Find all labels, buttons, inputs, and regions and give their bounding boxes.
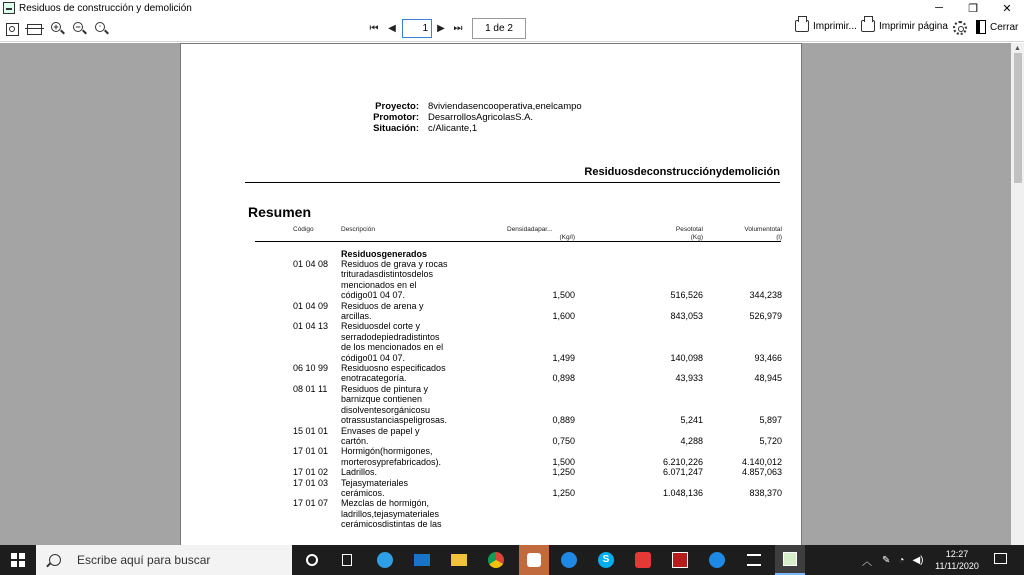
row-code: 06 10 99 [293,363,329,374]
row-description [341,467,461,477]
app-icon-phone[interactable] [707,550,727,570]
description-line: Envases de papel y [341,425,420,436]
exit-door-icon [976,20,986,34]
page-count: 1 de 2 [472,18,526,39]
description-line: Residuos de arena y [341,300,424,311]
row-code: 17 01 07 [293,498,329,509]
minimize-button[interactable]: ─ [935,2,943,14]
description-line: Tejasymateriales [341,477,409,488]
scroll-thumb[interactable] [1014,53,1022,183]
project-meta [363,101,582,134]
print-layout-icon[interactable] [25,20,43,38]
table-row [255,426,781,447]
row-weight: 140,098 [670,352,703,363]
app-icon-stack[interactable] [744,550,764,570]
document-page [180,43,802,545]
print-page-icon [861,20,875,32]
edge-icon[interactable] [375,550,395,570]
app-icon-residuos[interactable] [775,545,805,575]
row-code: 08 01 11 [293,383,328,394]
document-heading: Residuosdeconstrucciónydemolición [245,166,780,183]
row-volume: 4.857,063 [741,467,782,478]
table-row [255,301,781,322]
description-line: disolventesorgánicosu [341,404,431,415]
row-weight: 843,053 [670,311,703,322]
cortana-icon[interactable] [302,550,322,570]
row-code: 17 01 03 [293,477,329,488]
chrome-icon[interactable] [486,550,506,570]
description-line: trituradasdistintosdelos [341,269,434,280]
table-row [255,446,781,467]
description-line: Residuos de grava y rocas [341,259,448,269]
print-button[interactable]: Imprimir... [795,20,857,32]
description-line: cerámicos. [341,487,385,498]
zoom-in-icon[interactable]: + [48,20,66,38]
row-description [341,363,461,384]
tray-icons [882,545,923,575]
row-code: 17 01 01 [293,446,329,457]
row-description [341,478,461,499]
close-window-button[interactable]: ✕ [1002,2,1012,15]
task-view-icon[interactable] [337,550,357,570]
next-page-button[interactable]: ▶ [437,23,445,34]
row-weight: 516,526 [670,290,703,301]
page-number-input[interactable] [402,19,432,38]
description-line: arcillas. [341,311,372,322]
row-weight: 6.071,247 [662,467,703,478]
start-button[interactable] [0,545,36,575]
col-weight: Pesototal (Kg) [675,226,703,241]
row-description [341,426,461,447]
table-row [255,498,781,529]
row-density: 1,499 [552,352,575,363]
group-title: Residuosgenerados [341,249,428,259]
row-description [341,301,461,322]
table-row [255,478,781,499]
notification-icon[interactable] [994,553,1007,564]
row-code: 01 04 09 [293,300,329,311]
skype-icon[interactable]: S [596,550,616,570]
file-explorer-icon[interactable] [449,550,469,570]
restore-button[interactable]: ❐ [968,2,978,15]
col-density: Densidadapar... (Kg/l) [507,226,575,241]
close-button[interactable]: Cerrar [976,20,1018,34]
first-page-button[interactable]: ⏮ [369,23,379,34]
row-volume: 48,945 [754,373,782,384]
windows-logo-icon [11,553,25,567]
row-weight: 4,288 [680,435,703,446]
row-density: 1,250 [552,487,575,498]
table-row [255,467,781,477]
row-code: 17 01 02 [293,467,329,478]
description-line: barnizque contienen [341,394,423,405]
row-density: 0,750 [552,435,575,446]
row-volume: 93,466 [754,352,782,363]
row-volume: 838,370 [749,487,782,498]
taskbar-search[interactable] [36,545,292,575]
col-desc: Descripción [341,226,375,233]
row-volume: 5,897 [759,415,782,426]
row-density: 1,500 [552,456,575,467]
row-density: 1,500 [552,290,575,301]
table-row [255,321,781,363]
row-density: 1,600 [552,311,575,322]
description-line: enotracategoría. [341,373,407,384]
description-line: cerámicosdistintas de las [341,519,442,530]
zoom-fit-icon[interactable]: ▫ [92,20,110,38]
app-icon [3,2,15,14]
table-row [255,384,781,426]
description-line: morterosyprefabricados). [341,456,442,467]
tray-chevron[interactable]: ︿ [862,556,872,568]
settings-button[interactable] [953,21,967,35]
gear-icon [953,21,967,35]
description-line: Residuos de pintura y [341,383,429,394]
row-description [341,384,461,426]
prev-page-button[interactable]: ◀ [388,23,396,34]
row-density: 0,889 [552,415,575,426]
document-viewer[interactable] [0,43,1024,545]
description-line: código01 04 07. [341,352,406,363]
description-line: Residuosdel corte y [341,321,421,332]
system-clock[interactable]: 12:27 11/11/2020 [935,549,979,571]
taskbar [0,545,1024,575]
description-line: código01 04 07. [341,290,406,301]
col-code: Código [293,226,314,233]
vertical-scrollbar[interactable] [1011,43,1024,545]
meta-row: Proyecto: 8viviendasencooperativa,enelcampo [375,101,582,112]
description-line: mencionados en el [341,279,417,290]
row-description [341,259,461,301]
search-placeholder: Escribe aquí para buscar [77,553,211,567]
app-icon-orange[interactable] [519,545,549,575]
row-volume: 4.140,012 [741,456,782,467]
section-title: Resumen [248,204,312,220]
table-row [255,363,781,384]
description-line: cartón. [341,435,369,446]
volume-icon[interactable]: ◀) [912,554,924,566]
table-row [255,259,781,301]
row-code: 15 01 01 [293,425,329,436]
meta-row: Situación: c/Alicante,1 [373,123,478,134]
row-code: 01 04 13 [293,321,329,332]
description-line: Mezclas de hormigón, [341,498,430,509]
description-line: de los mencionados en el [341,342,444,353]
table-body [255,249,781,530]
description-line: Hormigón(hormigones, [341,446,433,457]
row-code: 01 04 08 [293,259,329,269]
title-bar [0,0,1024,16]
search-icon [49,554,61,566]
row-density: 0,898 [552,373,575,384]
meta-row: Promotor: DesarrollosAgricolasS.A. [373,112,534,123]
zoom-out-icon[interactable]: − [70,20,88,38]
description-line: Residuosno especificados [341,363,446,374]
printer-icon [795,20,809,32]
row-weight: 6.210,226 [662,456,703,467]
row-description [341,498,461,529]
scroll-up-icon[interactable]: ▲ [1014,45,1021,52]
col-volume: Volumentotal (l) [744,226,782,241]
row-weight: 1.048,136 [662,487,703,498]
table-header [255,226,781,242]
row-description [341,321,461,363]
row-density: 1,250 [552,467,575,478]
description-line: ladrillos,tejasymateriales [341,508,440,519]
app-icon-blue[interactable] [559,550,579,570]
network-icon[interactable]: ◔ [898,554,905,566]
description-line: Ladrillos. [341,467,378,478]
row-description [341,446,461,467]
print-page-button[interactable]: Imprimir página [861,20,948,32]
description-line: serradodepiedradistintos [341,331,440,342]
mail-icon[interactable] [412,550,432,570]
row-volume: 344,238 [749,290,782,301]
page-setup-icon[interactable] [3,20,21,38]
description-line: otrassustanciaspeligrosas. [341,415,448,426]
row-weight: 5,241 [680,415,703,426]
app-icon-calculator[interactable] [670,550,690,570]
row-volume: 5,720 [759,435,782,446]
app-icon-red[interactable] [633,550,653,570]
row-volume: 526,979 [749,311,782,322]
row-weight: 43,933 [675,373,703,384]
window-title: Residuos de construcción y demolición [19,2,192,14]
tray-app-icon[interactable]: ✎ [882,554,891,566]
last-page-button[interactable]: ⏭ [453,23,463,34]
